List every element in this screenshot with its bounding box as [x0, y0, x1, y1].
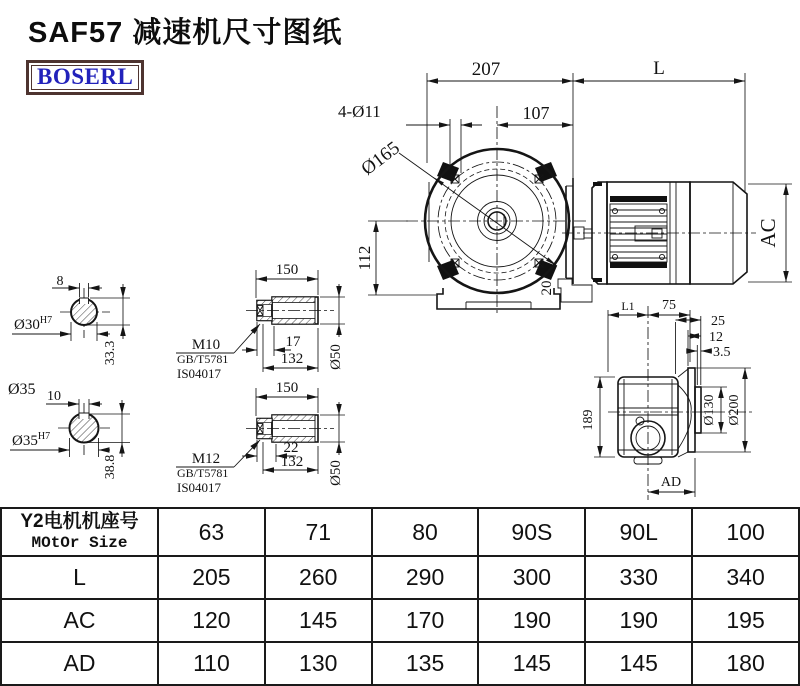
- motor-view: [558, 178, 792, 302]
- dim-107: 107: [522, 103, 550, 123]
- motor-size-table: [0, 507, 800, 686]
- cell-AD-90l: 145: [585, 642, 692, 685]
- row-label-AD: AD: [1, 642, 158, 685]
- dim-AD: AD: [660, 475, 682, 490]
- dim-33-3: 33.3: [103, 340, 118, 366]
- header-motor-size-cn: Y2电机机座号: [20, 511, 139, 532]
- table-header-row: [1, 508, 799, 556]
- shaft-side-view-m12: [176, 380, 345, 495]
- table-row-AC: [1, 599, 799, 642]
- dim-bore30: Ø30: [14, 317, 40, 333]
- dim-O200: Ø200: [727, 394, 742, 426]
- cell-AD-80: 135: [372, 642, 479, 685]
- std-iso4017-2: IS04017: [177, 480, 222, 495]
- dim-132-2: 132: [280, 454, 304, 470]
- shaft-side-view-m10: [176, 262, 345, 381]
- cell-AD-71: 130: [265, 642, 372, 685]
- dim-bore35: Ø35: [12, 433, 38, 449]
- header-motor-size: [1, 508, 158, 556]
- thread-M12: M12: [191, 451, 221, 467]
- shaft-section-30: [12, 274, 130, 365]
- svg-text:Ø30H7: [14, 315, 52, 333]
- front-view: [338, 58, 745, 314]
- dim-132: 132: [280, 351, 304, 367]
- label-O35: Ø35: [8, 381, 36, 398]
- dim-189: 189: [581, 409, 596, 431]
- std-gbt5781-2: GB/T5781: [177, 466, 229, 480]
- std-iso4017: IS04017: [177, 366, 222, 381]
- clamp-tab: [437, 260, 459, 280]
- dim-bore35-tol: H7: [37, 431, 51, 442]
- shaft-section-35: [10, 389, 130, 479]
- page-title: SAF57 减速机尺寸图纸: [28, 17, 343, 49]
- cell-L-71: 260: [265, 556, 372, 599]
- dim-25: 25: [711, 314, 725, 329]
- cell-AD-100: 180: [692, 642, 799, 685]
- std-gbt5781: GB/T5781: [177, 352, 229, 366]
- cell-AC-90l: 190: [585, 599, 692, 642]
- dim-O50: Ø50: [328, 344, 344, 370]
- side-view: [581, 298, 753, 500]
- table-row-L: [1, 556, 799, 599]
- dim-12: 12: [709, 330, 723, 345]
- cell-L-100: 340: [692, 556, 799, 599]
- row-label-AC: AC: [1, 599, 158, 642]
- dim-key8: 8: [56, 274, 64, 289]
- dim-38-8: 38.8: [103, 454, 118, 480]
- cell-AD-90s: 145: [478, 642, 585, 685]
- cell-AC-80: 170: [372, 599, 479, 642]
- thread-M10: M10: [191, 337, 221, 353]
- dim-L1: L1: [621, 299, 635, 313]
- dim-22: 22: [283, 440, 299, 456]
- col-71: 71: [265, 508, 372, 556]
- dim-L: L: [653, 58, 665, 79]
- dim-150-2: 150: [275, 380, 299, 396]
- cell-AD-63: 110: [158, 642, 265, 685]
- dim-75: 75: [662, 298, 676, 313]
- boserl-logo-text: BOSERL: [37, 64, 134, 89]
- dim-150: 150: [275, 262, 299, 278]
- dim-112: 112: [355, 245, 374, 271]
- col-90s: 90S: [478, 508, 585, 556]
- dim-20: 20: [539, 280, 555, 296]
- cell-L-63: 205: [158, 556, 265, 599]
- table-row-AD: [1, 642, 799, 685]
- header-motor-size-en: MOtOr Size: [31, 534, 128, 552]
- dim-O50-2: Ø50: [328, 460, 344, 486]
- cell-AC-71: 145: [265, 599, 372, 642]
- cell-L-90s: 300: [478, 556, 585, 599]
- cell-AC-100: 195: [692, 599, 799, 642]
- row-label-L: L: [1, 556, 158, 599]
- cell-AC-90s: 190: [478, 599, 585, 642]
- dim-3-5: 3.5: [713, 345, 731, 360]
- dim-17: 17: [285, 334, 301, 350]
- cell-AC-63: 120: [158, 599, 265, 642]
- dim-key10: 10: [47, 389, 61, 404]
- cell-L-90l: 330: [585, 556, 692, 599]
- cell-L-80: 290: [372, 556, 479, 599]
- dim-4xO11: 4-Ø11: [338, 102, 381, 121]
- col-63: 63: [158, 508, 265, 556]
- col-100: 100: [692, 508, 799, 556]
- dim-O165: Ø165: [357, 137, 404, 180]
- dim-O130: Ø130: [702, 394, 717, 426]
- dim-AC: AC: [756, 218, 780, 248]
- dim-207: 207: [471, 59, 501, 80]
- svg-text:Ø35H7: [12, 431, 50, 449]
- dim-bore30-tol: H7: [39, 315, 53, 326]
- cooling-fins: [610, 210, 667, 258]
- col-80: 80: [372, 508, 479, 556]
- col-90l: 90L: [585, 508, 692, 556]
